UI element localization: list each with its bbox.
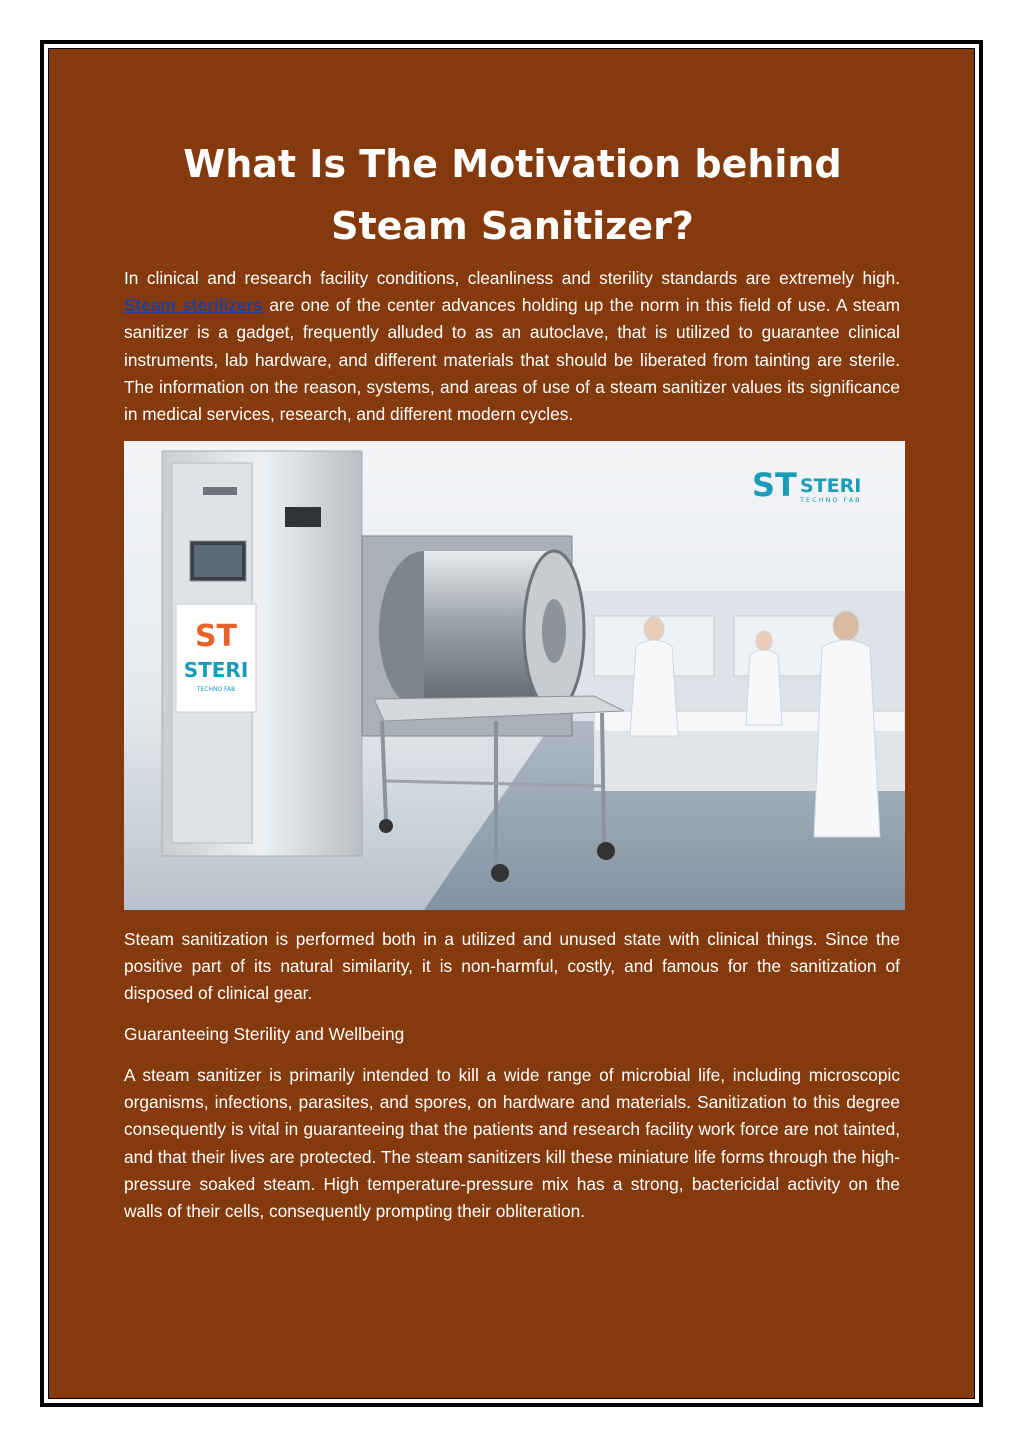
corner-logo-mark: ST [752, 466, 797, 504]
intro-text-end: are one of the center advances holding up the norm in this field of use. A steam sanitizer is a gadget, frequently alluded to as an autoclave, that is utilized to guarantee clinical instruments, lab hardware, and different materials that should be liberated from tainting are sterile. The information on the reason, systems, and areas of use of a steam sanitizer values its significance in medical services, research, and different modern cycles. [124, 295, 900, 425]
cabinet-logo-brand: STERI [183, 658, 249, 682]
steam-sterilizers-link[interactable]: Steam sterilizers [124, 295, 263, 316]
cabinet-logo-mark: ST [194, 619, 238, 654]
cabinet-logo-sub: TECHNO FAB [196, 686, 236, 693]
section-heading-sterility: Guaranteeing Sterility and Wellbeing [124, 1024, 405, 1044]
paragraph-microbial-life: A steam sanitizer is primarily intended to kill a wide range of microbial life, including microscopic organisms, infections, parasites, and spores, on hardware and materials. Sanitization to this degree consequently is vital in guaranteeing that the patients and research facility work force are not tainted, and that their lives are protected. The steam sanitizers kill these miniature life forms through the high-pressure soaked steam. High temperature-pressure mix has a strong, bactericidal activity on the walls of their cells, consequently prompting their obliteration. [124, 1065, 900, 1222]
document-body [48, 48, 975, 1399]
corner-logo-brand: STERI [800, 475, 862, 497]
paragraph-steam-sanitization: Steam sanitization is performed both in a utilized and unused state with clinical things. Since the positive part of its natural similarity, it is non-harmful, costly, and famous for the sanitization of disposed of clinical gear. [124, 929, 900, 1004]
page-title: What Is The Motivation behind Steam Sanitizer? [183, 142, 842, 248]
corner-logo-sub: TECHNO FAB [800, 496, 862, 504]
sterilizer-photo [124, 441, 905, 910]
intro-text-start: In clinical and research facility conditions, cleanliness and sterility standards are extremely high. [124, 268, 900, 288]
intro-paragraph [124, 265, 900, 428]
